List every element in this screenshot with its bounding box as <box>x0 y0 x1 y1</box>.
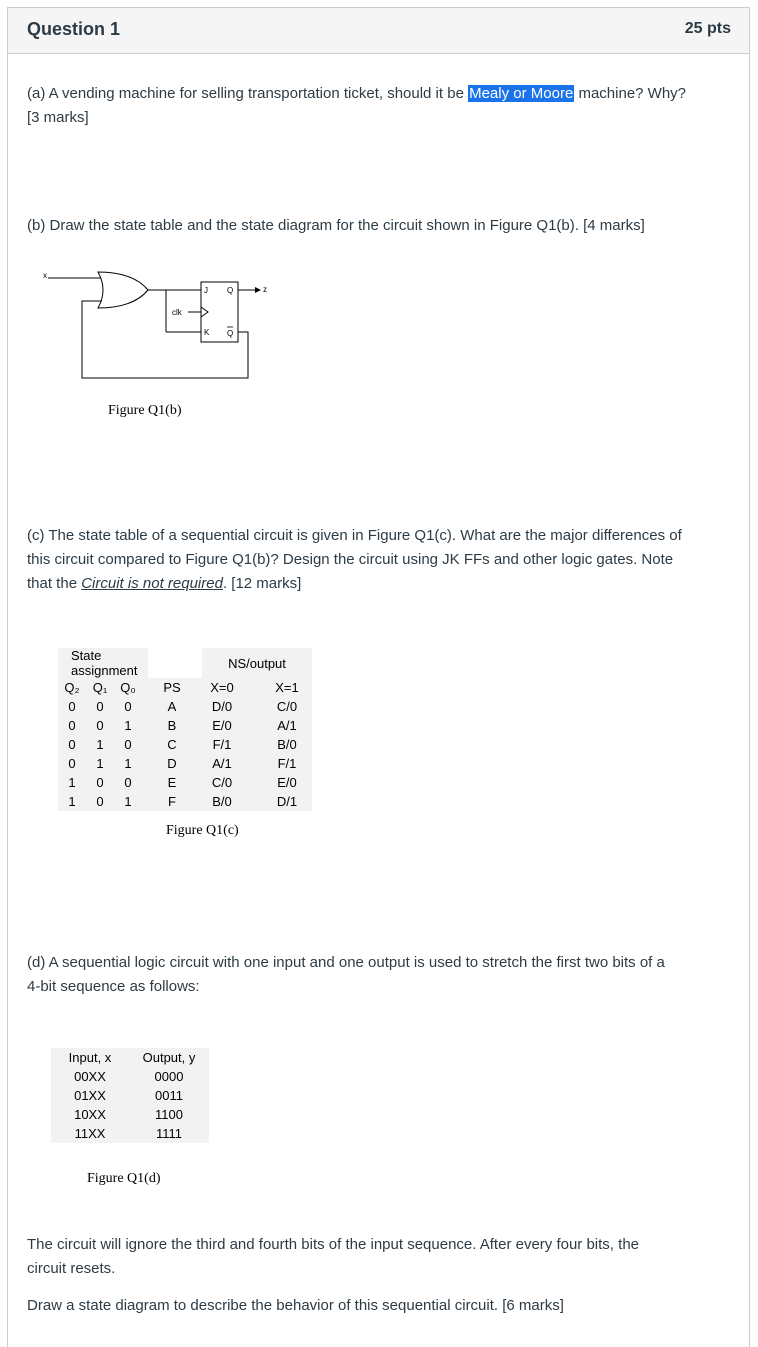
sequence-table-header <box>51 1048 209 1067</box>
label-j: J <box>204 286 208 295</box>
question-card <box>7 7 750 1347</box>
part-c-line1: (c) The state table of a sequential circuit is given in Figure Q1(c). What are the major differences of <box>27 527 682 544</box>
state-table-q1c <box>58 648 312 811</box>
part-a-highlight[interactable]: Mealy or Moore <box>469 85 574 102</box>
part-c-line2: this circuit compared to Figure Q1(b)? Design the circuit using JK FFs and other logic gates. Note <box>27 551 674 568</box>
part-d-note1: The circuit will ignore the third and fourth bits of the input sequence. After every four bits, the <box>27 1236 639 1253</box>
table-row: 01XX 0011 <box>51 1086 209 1105</box>
table-row: 0 0 1 B E/0 A/1 <box>58 716 312 735</box>
subheader-q0: Q₀ <box>114 678 142 697</box>
part-b-text: (b) Draw the state table and the state diagram for the circuit shown in Figure Q1(b). [4 marks] <box>27 217 645 234</box>
circuit-not-required-link[interactable]: Circuit is not required <box>81 575 223 592</box>
subheader-q2: Q₂ <box>58 678 86 697</box>
label-q: Q <box>227 286 234 295</box>
subheader-x0: X=0 <box>202 678 242 697</box>
part-c-line3-post: . [12 marks] <box>222 575 302 592</box>
subheader-ps: PS <box>148 678 196 697</box>
question-points: 25 pts <box>684 20 731 37</box>
table-row: 0 1 1 D A/1 F/1 <box>58 754 312 773</box>
subheader-x1: X=1 <box>262 678 312 697</box>
question-header <box>8 8 749 54</box>
figure-q1c-caption: Figure Q1(c) <box>166 823 239 838</box>
part-a-text <box>27 82 727 130</box>
part-d-line1: (d) A sequential logic circuit with one input and one output is used to stretch the first two bits of a <box>27 954 665 971</box>
part-a-after: machine? Why? <box>574 85 687 102</box>
label-z: z <box>263 285 267 294</box>
table-row: 11XX 1111 <box>51 1124 209 1143</box>
table-row: 0 0 0 A D/0 C/0 <box>58 697 312 716</box>
label-clk: clk <box>172 308 182 317</box>
figure-q1b-caption: Figure Q1(b) <box>108 403 182 418</box>
part-d-text <box>27 951 727 999</box>
question-title: Question 1 <box>27 19 121 39</box>
label-qbar: Q <box>227 329 234 338</box>
header-ns-output: NS/output <box>202 648 312 678</box>
part-d-note <box>27 1233 727 1281</box>
state-table-subheader-row <box>58 678 312 697</box>
part-d-task: Draw a state diagram to describe the behavior of this sequential circuit. [6 marks] <box>27 1297 564 1314</box>
header-input: Input, x <box>51 1048 129 1067</box>
part-c-line3-pre: that the <box>27 575 82 592</box>
table-row: 1 0 1 F B/0 D/1 <box>58 792 312 811</box>
part-c-text <box>27 524 727 596</box>
figure-q1b-circuit <box>38 260 268 380</box>
state-table-header-row <box>58 648 312 678</box>
arrow-z <box>255 287 261 293</box>
label-k: K <box>204 328 210 337</box>
table-row: 00XX 0000 <box>51 1067 209 1086</box>
subheader-q1: Q₁ <box>86 678 114 697</box>
part-a-before: (a) A vending machine for selling transportation ticket, should it be <box>27 85 469 102</box>
table-row: 0 1 0 C F/1 B/0 <box>58 735 312 754</box>
table-row: 10XX 1100 <box>51 1105 209 1124</box>
sequence-table-q1d <box>51 1048 209 1143</box>
part-d-line2: 4-bit sequence as follows: <box>27 978 200 995</box>
part-d-note2: circuit resets. <box>27 1260 116 1277</box>
table-row: 1 0 0 E C/0 E/0 <box>58 773 312 792</box>
or-gate <box>98 272 148 308</box>
header-state-assignment: State assignment <box>58 648 148 678</box>
figure-q1d-caption: Figure Q1(d) <box>87 1171 161 1186</box>
header-output: Output, y <box>129 1048 209 1067</box>
label-x: x <box>43 271 47 280</box>
part-a-marks: [3 marks] <box>27 109 89 126</box>
